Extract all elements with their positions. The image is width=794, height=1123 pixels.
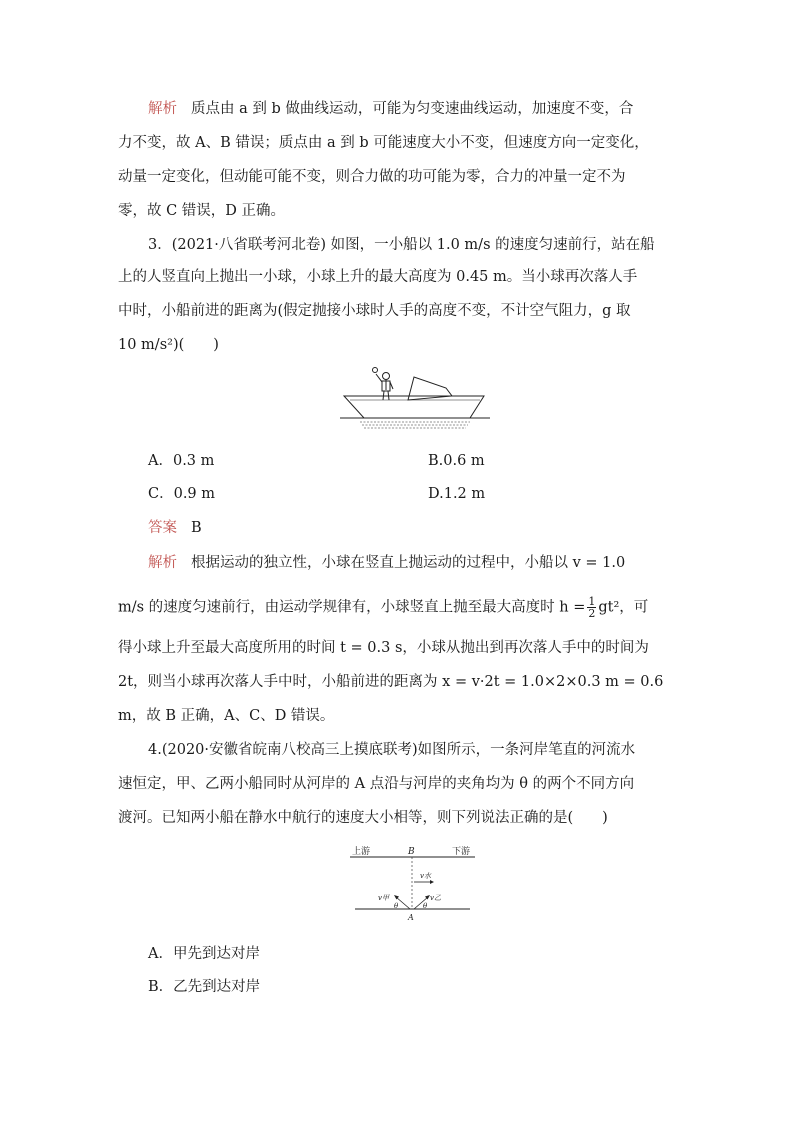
fraction-one-half: $\frac{1}{2}$ xyxy=(588,595,596,620)
point-a-label: A xyxy=(408,913,414,922)
q4-line1: 4.(2020·安徽省皖南八校高三上摸底联考)如图所示，一条河岸笔直的河流水 xyxy=(148,742,636,758)
answer-label: 答案 xyxy=(148,520,177,536)
analysis3-line3: 得小球上升至最大高度所用的时间 t = 0.3 s，小球从抛出到再次落人手中的时间为 xyxy=(118,640,649,656)
answer3-line xyxy=(148,518,678,538)
q4-option-b: B．乙先到达对岸 xyxy=(148,979,261,995)
q3-line3: 中时，小船前进的距离为(假定抛接小球时人手的高度不变，不计空气阻力，g 取 xyxy=(118,303,631,319)
analysis3-line4: 2t，则当小球再次落人手中时，小船前进的距离为 x = v·2t = 1.0×2×0.3 m = 0.6 xyxy=(118,674,664,690)
analysis1-line4: 零，故 C 错误，D 正确。 xyxy=(118,203,286,219)
boat-figure xyxy=(340,360,490,440)
analysis1-line2: 力不变，故 A、B 错误；质点由 a 到 b 可能速度大小不变，但速度方向一定变化， xyxy=(118,135,649,151)
q3-line4: 10 m/s²)( ) xyxy=(118,337,219,353)
v-jia-label: v甲 xyxy=(378,894,389,902)
downstream-label: 下游 xyxy=(452,847,471,857)
q4-line3: 渡河。已知两小船在静水中航行的速度大小相等，则下列说法正确的是( ) xyxy=(118,810,608,826)
analysis-label: 解析 xyxy=(148,101,177,117)
ball xyxy=(373,368,378,373)
analysis3-line5: m，故 B 正确，A、C、D 错误。 xyxy=(118,708,335,724)
theta-right-label: θ xyxy=(423,902,428,910)
q3-option-c: C．0.9 m xyxy=(148,486,216,502)
boat-cabin xyxy=(408,377,452,400)
upstream-label: 上游 xyxy=(352,847,371,857)
q3-line2: 上的人竖直向上抛出一小球，小球上升的最大高度为 0.45 m。当小球再次落人手 xyxy=(118,269,638,285)
theta-left-label: θ xyxy=(394,902,399,910)
river-figure xyxy=(350,840,480,930)
q3-option-b: B.0.6 m xyxy=(428,453,485,469)
analysis1-line3: 动量一定变化，但动能可能不变，则合力做的功可能为零，合力的冲量一定不为 xyxy=(118,169,626,185)
answer-value: B xyxy=(191,520,202,536)
q3-option-a: A．0.3 m xyxy=(148,453,215,469)
analysis3-line1: 解析 根据运动的独立性，小球在竖直上抛运动的过程中，小船以 v = 1.0 xyxy=(148,555,626,571)
arrow-icon xyxy=(430,880,434,884)
q4-option-a: A．甲先到达对岸 xyxy=(148,946,260,962)
analysis1-line1: 解析 质点由 a 到 b 做曲线运动，可能为匀变速曲线运动，加速度不变，合 xyxy=(148,101,634,117)
q3-line1: 3．(2021·八省联考河北卷) 如图，一小船以 1.0 m/s 的速度匀速前行，站在船 xyxy=(148,237,655,253)
v-water-label: v水 xyxy=(420,872,431,880)
q4-line2: 速恒定，甲、乙两小船同时从河岸的 A 点沿与河岸的夹角均为 θ 的两个不同方向 xyxy=(118,776,635,792)
analysis-label: 解析 xyxy=(148,555,177,571)
analysis3-line2: m/s 的速度匀速前行，由运动学规律有，小球竖直上抛至最大高度时 h = $\frac{1}{2}$ gt²，可 xyxy=(118,595,649,620)
point-b-label: B xyxy=(408,847,415,857)
q3-option-d: D.1.2 m xyxy=(428,486,486,502)
v-yi-label: v乙 xyxy=(430,894,441,902)
